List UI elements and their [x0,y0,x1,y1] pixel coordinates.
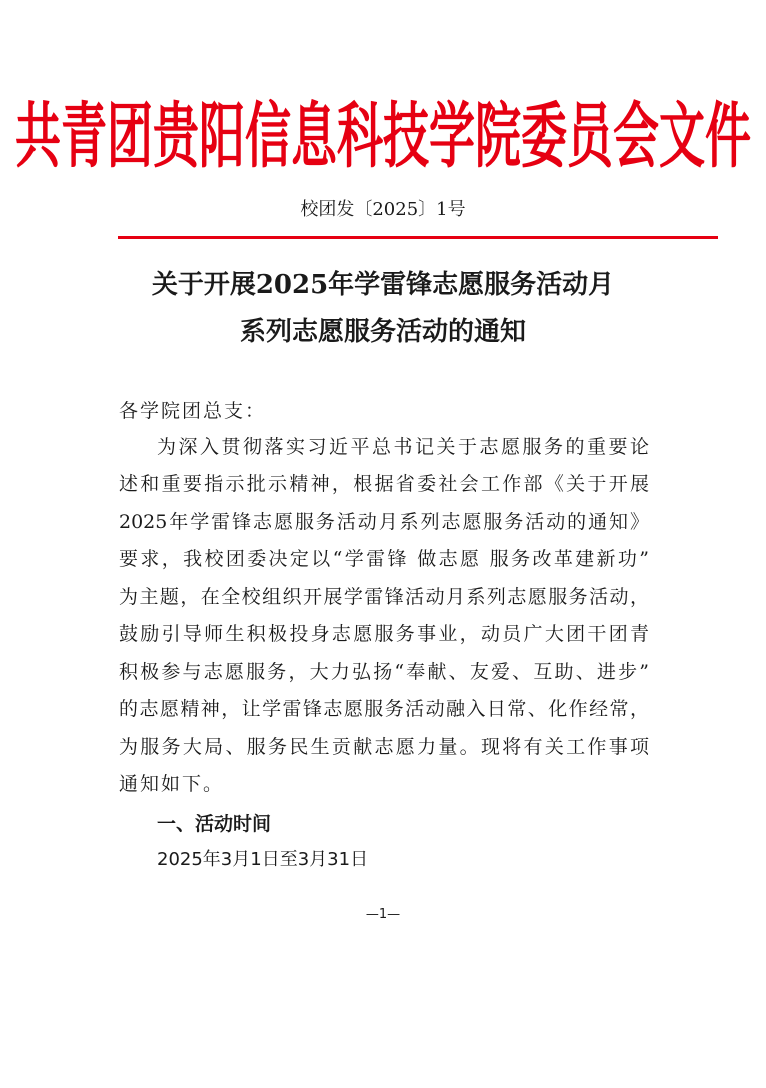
body-line: 述和重要指示批示精神，根据省委社会工作部《关于开展 [119,473,649,495]
body-line: 通知如下。 [119,773,225,795]
notice-title-line-1: 关于开展2025年学雷锋志愿服务活动月 [151,270,615,300]
body-line: 2025年学雷锋志愿服务活动月系列志愿服务活动的通知》 [119,511,649,533]
body-line: 的志愿精神，让学雷锋志愿服务活动融入日常、化作经常， [119,698,649,720]
document-number: 校团发〔2025〕1号 [300,199,466,220]
body-line: 积极参与志愿服务，大力弘扬“奉献、友爱、互助、进步” [119,661,649,683]
body-line: 要求，我校团委决定以“学雷锋 做志愿 服务改革建新功” [119,548,649,570]
red-divider-line [118,236,718,239]
body-line: 为主题，在全校组织开展学雷锋活动月系列志愿服务活动， [119,586,649,608]
issuing-organization-title: 共青团贵阳信息科技学院委员会文件 [15,93,751,178]
salutation: 各学院团总支： [119,400,267,422]
section-heading-activity-time: 一、活动时间 [157,813,272,835]
body-line: 为深入贯彻落实习近平总书记关于志愿服务的重要论 [157,436,649,458]
body-line: 鼓励引导师生积极投身志愿服务事业，动员广大团干团青 [119,623,649,645]
body-line: 为服务大局、服务民生贡献志愿力量。现将有关工作事项 [119,736,649,758]
notice-title-line-2: 系列志愿服务活动的通知 [239,317,526,347]
page-number: —1— [365,907,401,922]
activity-date-range: 2025年3月1日至3月31日 [157,849,369,870]
